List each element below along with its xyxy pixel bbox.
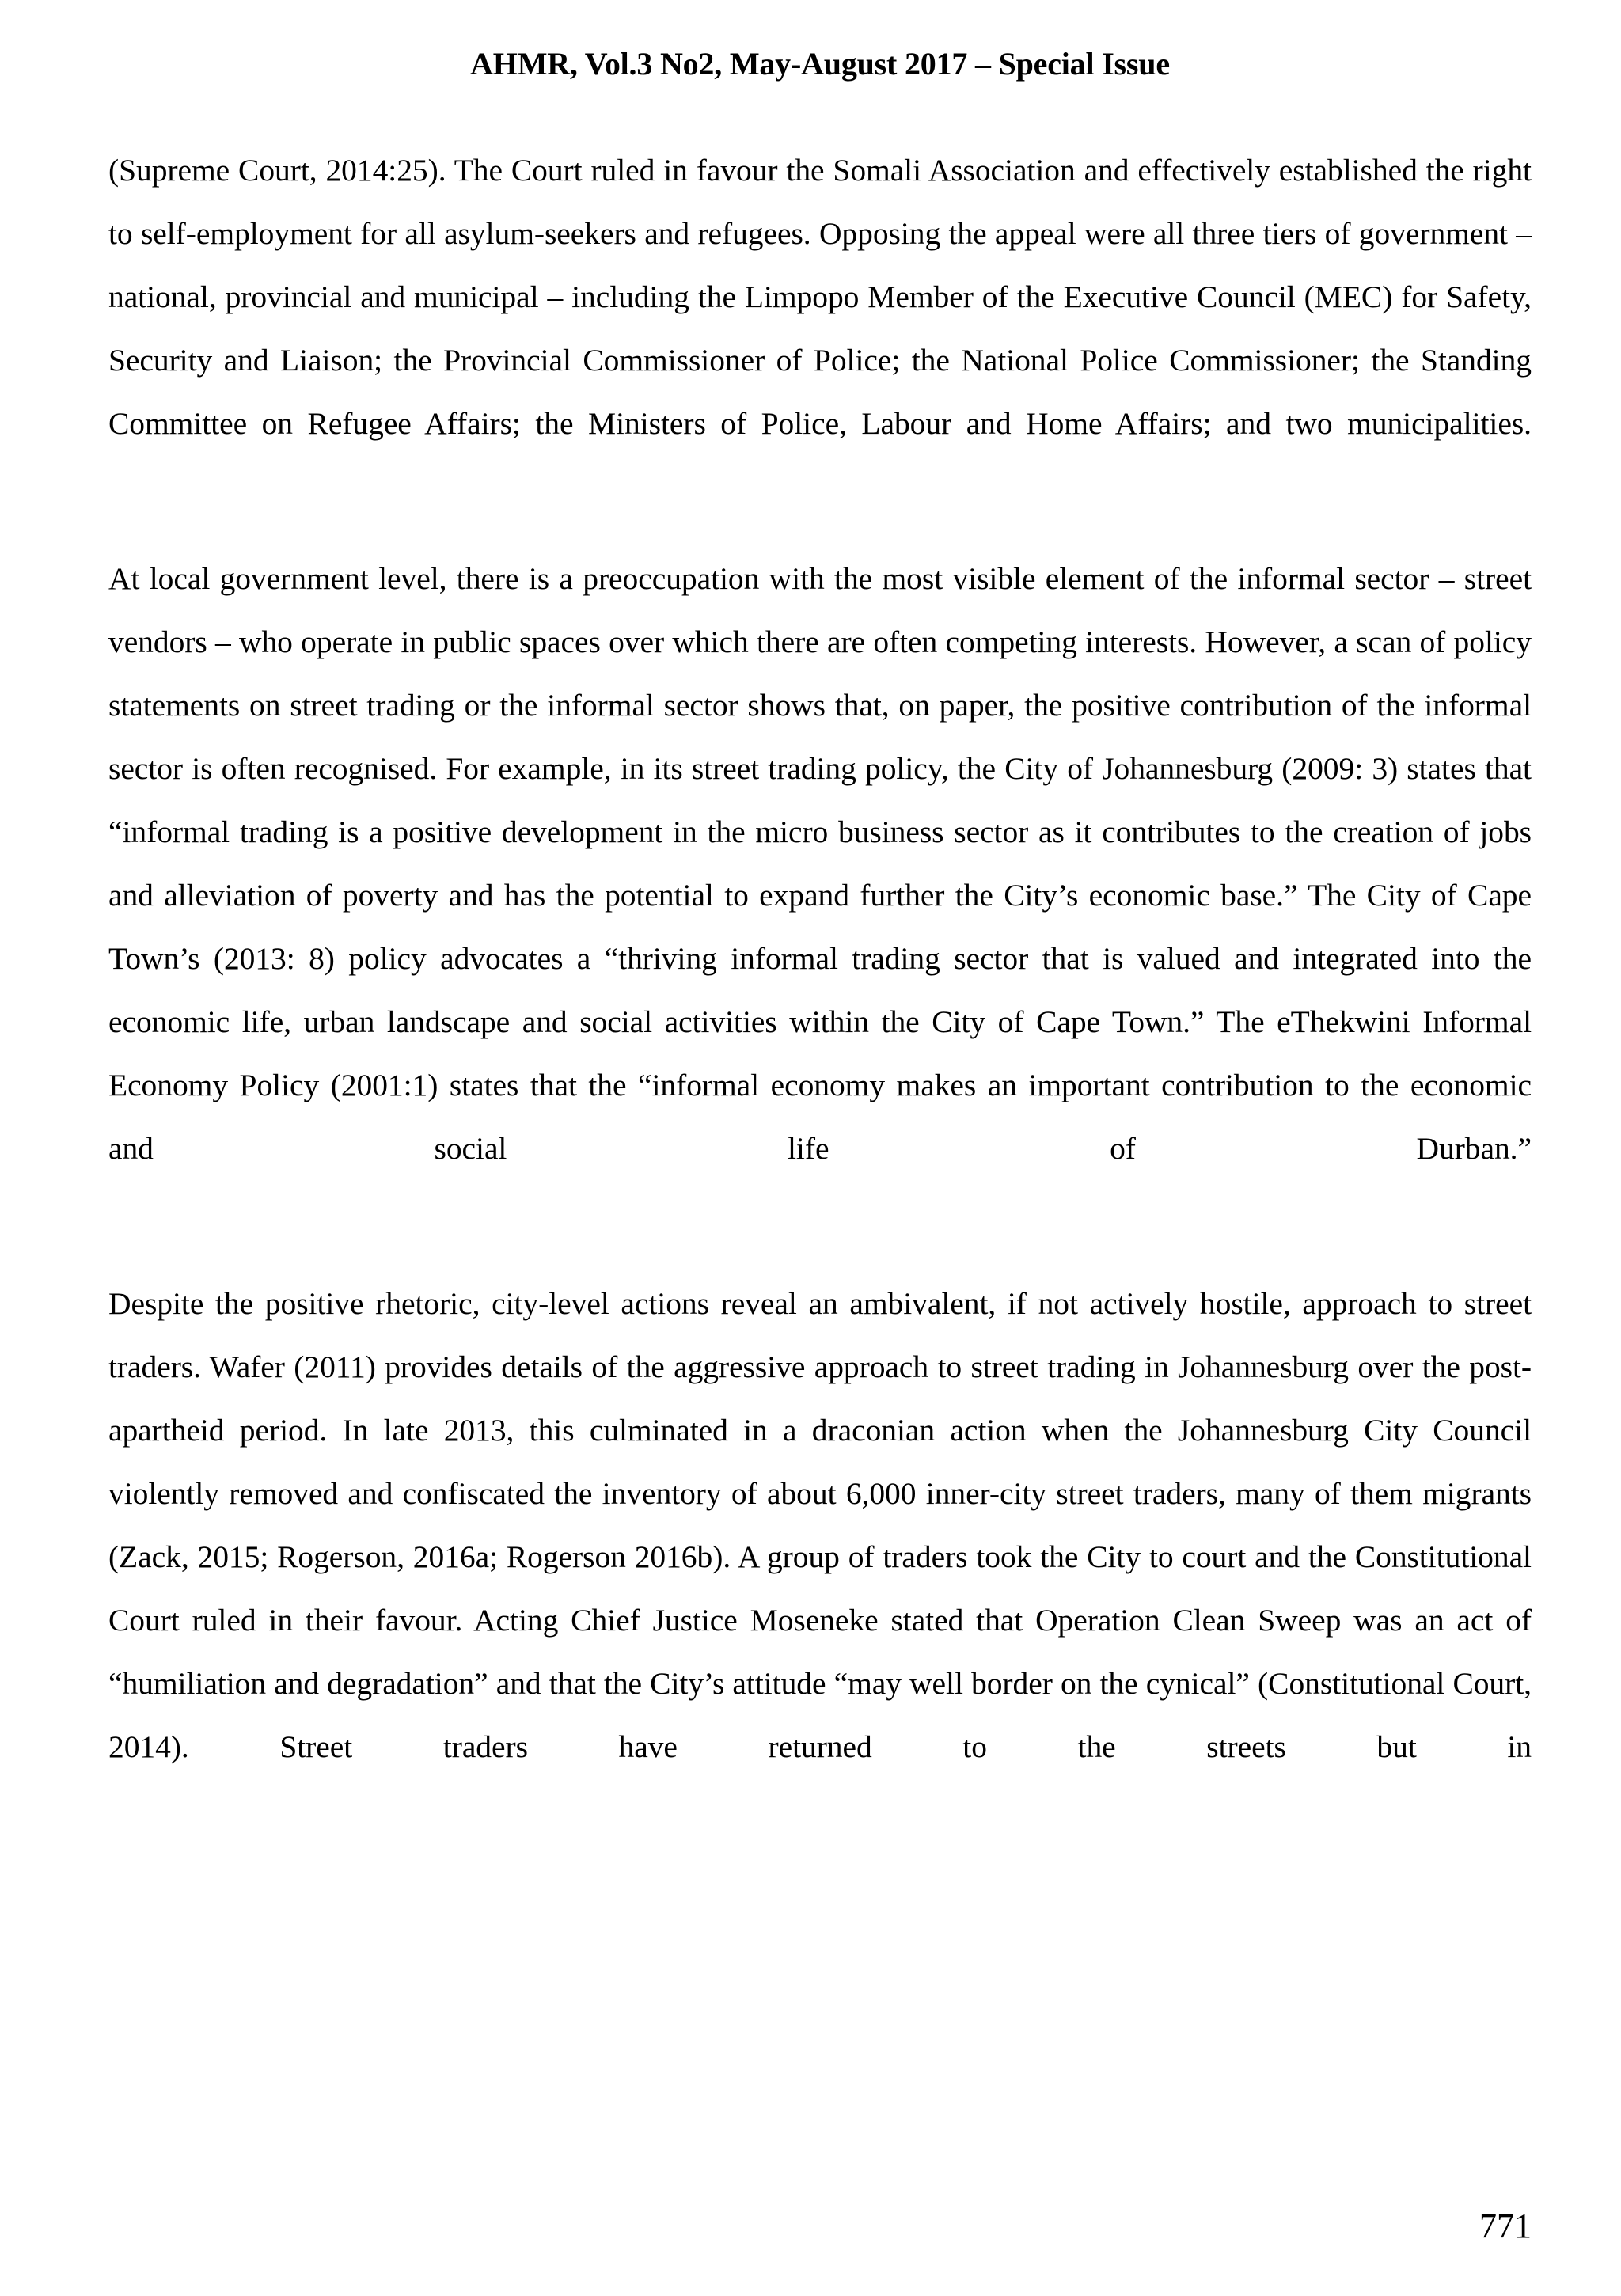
page-number: 771 [1479, 2207, 1532, 2245]
body-paragraph: Despite the positive rhetoric, city-level actions reveal an ambivalent, if not actively hostile, approach to street traders. Wafer (2011) provides details of the aggressive approach to street trading in Johannesburg over the post-apartheid period. In late 2013, this culminated in a draconian action when the Johannesburg City Council violently removed and confiscated the inventory of about 6,000 inner-city street traders, many of them migrants (Zack, 2015; Rogerson, 2016a; Rogerson 2016b). A group of traders took the City to court and the Constitutional Court ruled in their favour. Acting Chief Justice Moseneke stated that Operation Clean Sweep was an act of “humiliation and degradation” and that the City’s attitude “may well border on the cynical” (Constitutional Court, 2014). Street traders have returned to the streets but in [108, 1286, 1532, 1764]
body-paragraph: At local government level, there is a preoccupation with the most visible element of the informal sector – street vendors – who operate in public spaces over which there are often competing interests. However, a scan of policy statements on street trading or the informal sector shows that, on paper, the positive contribution of the informal sector is often recognised. For example, in its street trading policy, the City of Johannesburg (2009: 3) states that “informal trading is a positive development in the micro business sector as it contributes to the creation of jobs and alleviation of poverty and has the potential to expand further the City’s economic base.” The City of Cape Town’s (2013: 8) policy advocates a “thriving informal trading sector that is valued and integrated into the economic life, urban landscape and social activities within the City of Cape Town.” The eThekwini Informal Economy Policy (2001:1) states that the “informal economy makes an important contribution to the economic and social life of Durban.” [108, 561, 1532, 1166]
body-paragraph: (Supreme Court, 2014:25). The Court ruled in favour the Somali Association and effectively established the right to self-employment for all asylum-seekers and refugees. Opposing the appeal were all three tiers of government – national, provincial and municipal – including the Limpopo Member of the Executive Council (MEC) for Safety, Security and Liaison; the Provincial Commissioner of Police; the National Police Commissioner; the Standing Committee on Refugee Affairs; the Ministers of Police, Labour and Home Affairs; and two municipalities. [108, 153, 1532, 441]
body-text-column [108, 139, 1532, 1842]
running-head: AHMR, Vol.3 No2, May-August 2017 – Special Issue [470, 46, 1170, 82]
